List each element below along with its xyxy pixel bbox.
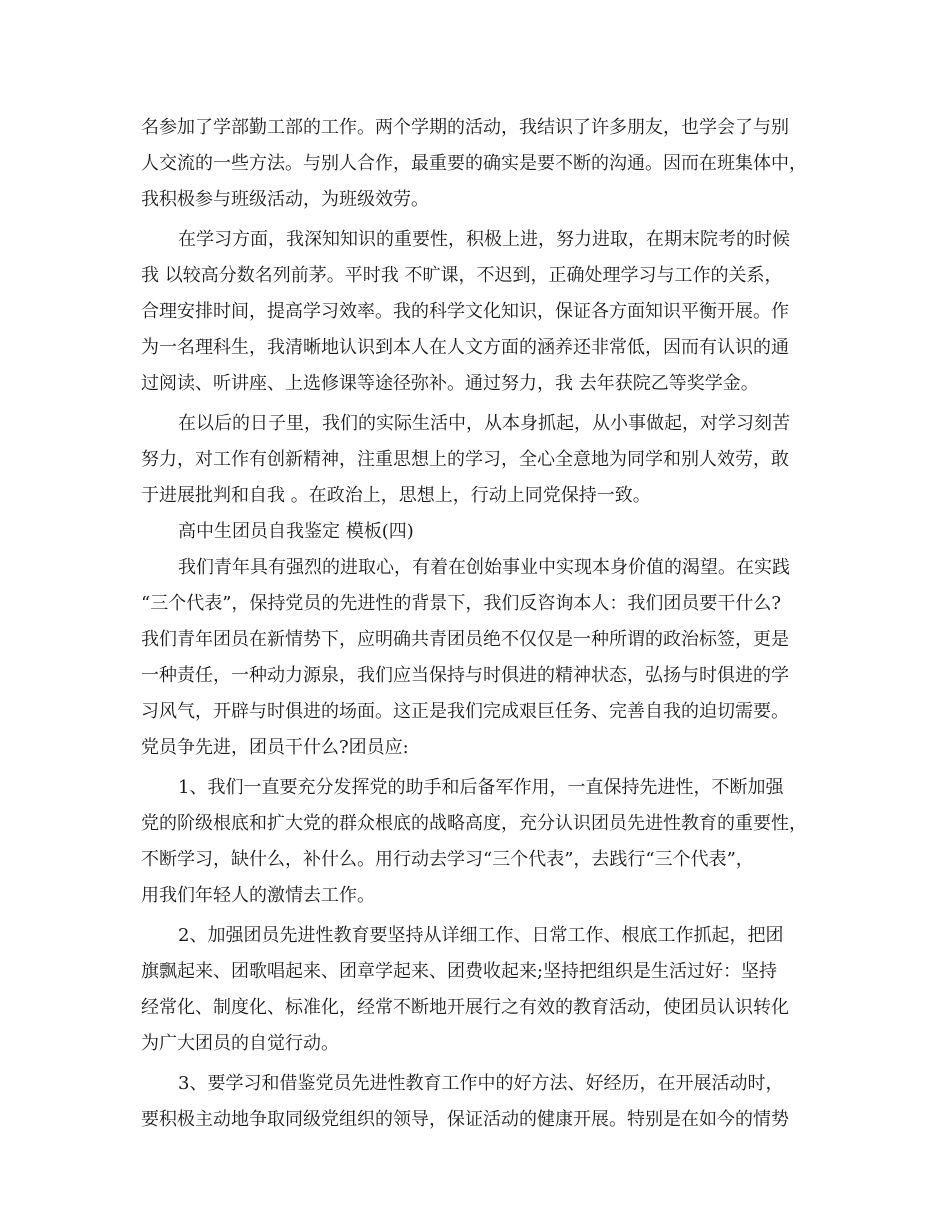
text-line: 为一名理科生，我清晰地认识到本人在人文方面的涵养还非常低，因而有认识的通 xyxy=(141,337,789,358)
text-line: 合理安排时间，提高学习效率。我的科学文化知识，保证各方面知识平衡开展。作 xyxy=(141,301,789,322)
text-line: 在以后的日子里，我们的实际生活中，从本身抓起，从小事做起，对学习刻苦 xyxy=(178,413,790,434)
text-line: 过阅读、听讲座、上选修课等途径弥补。通过努力，我 去年获院乙等奖学金。 xyxy=(141,373,759,394)
text-line: 我积极参与班级活动，为班级效劳。 xyxy=(141,189,429,210)
text-line: 习风气，开辟与时俱进的场面。这正是我们完成艰巨任务、完善自我的迫切需要。 xyxy=(141,701,789,722)
text-line: 为广大团员的自觉行动。 xyxy=(141,1033,339,1054)
text-line: “三个代表”，保持党员的先进性的背景下，我们反咨询本人：我们团员要干什么? xyxy=(141,593,782,614)
text-line: 我们青年团员在新情势下，应明确共青团员绝不仅仅是一种所谓的政治标签，更是 xyxy=(141,629,789,650)
text-line: 经常化、制度化、标准化，经常不断地开展行之有效的教育活动，使团员认识转化 xyxy=(141,997,789,1018)
text-line: 要积极主动地争取同级党组织的领导，保证活动的健康开展。特别是在如今的情势 xyxy=(141,1109,789,1130)
section-heading: 高中生团员自我鉴定 模板(四) xyxy=(178,521,414,542)
text-line: 用我们年轻人的激情去工作。 xyxy=(141,885,375,906)
text-line: 不断学习，缺什么，补什么。用行动去学习“三个代表”，去践行“三个代表”， xyxy=(141,849,754,870)
document-body xyxy=(141,110,829,1138)
text-line: 于进展批判和自我 。在政治上，思想上，行动上同党保持一致。 xyxy=(141,485,651,506)
text-line: 2、加强团员先进性教育要坚持从详细工作、日常工作、根底工作抓起，把团 xyxy=(178,925,784,946)
text-line: 名参加了学部勤工部的工作。两个学期的活动，我结识了许多朋友，也学会了与别 xyxy=(141,117,789,138)
text-line: 我们青年具有强烈的进取心，有着在创始事业中实现本身价值的渴望。在实践 xyxy=(178,557,790,578)
text-line: 我 以较高分数名列前茅。平时我 不旷课，不迟到，正确处理学习与工作的关系， xyxy=(141,265,783,286)
text-line: 党的阶级根底和扩大党的群众根底的战略高度，充分认识团员先进性教育的重要性， xyxy=(141,813,807,834)
text-line: 一种责任，一种动力源泉，我们应当保持与时俱进的精神状态，弘扬与时俱进的学 xyxy=(141,665,789,686)
text-line: 在学习方面，我深知知识的重要性，积极上进，努力进取，在期末院考的时候 xyxy=(178,229,790,250)
text-line: 3、要学习和借鉴党员先进性教育工作中的好方法、好经历，在开展活动时， xyxy=(178,1073,784,1094)
text-line: 旗飘起来、团歌唱起来、团章学起来、团费收起来;坚持把组织是生活过好：坚持 xyxy=(141,961,778,982)
text-line: 努力，对工作有创新精神，注重思想上的学习，全心全意地为同学和别人效劳，敢 xyxy=(141,449,789,470)
text-line: 1、我们一直要充分发挥党的助手和后备军作用，一直保持先进性，不断加强 xyxy=(178,777,784,798)
text-line: 人交流的一些方法。与别人合作，最重要的确实是要不断的沟通。因而在班集体中， xyxy=(141,153,807,174)
text-line: 党员争先进，团员干什么?团员应: xyxy=(141,737,409,758)
